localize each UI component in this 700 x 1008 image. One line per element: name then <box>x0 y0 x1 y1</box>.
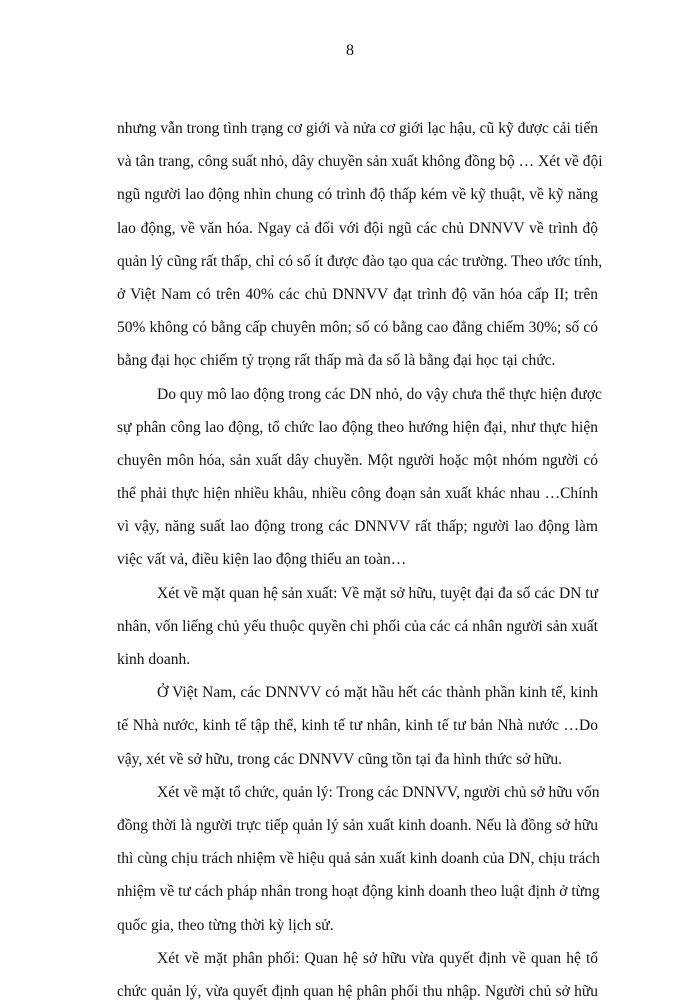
text-line: vậy, xét về sở hữu, trong các DNNVV cũng tồn tại đa hình thức sở hữu. <box>117 750 562 768</box>
text-line: sự phân công lao động, tổ chức lao động theo hướng hiện đại, như thực hiện <box>117 418 598 436</box>
text-line: tế Nhà nước, kinh tế tập thể, kinh tế tư nhân, kinh tế tư bản Nhà nước …Do <box>117 717 598 735</box>
text-line: nhưng vẫn trong tình trạng cơ giới và nửa cơ giới lạc hậu, cũ kỹ được cải tiến <box>117 120 598 137</box>
text-line: thì cùng chịu trách nhiệm về hiệu quả sản xuất kinh doanh của DN, chịu trách <box>117 850 600 868</box>
paragraph <box>117 378 602 577</box>
paragraph <box>117 577 598 677</box>
text-line: bằng đại học chiếm tỷ trọng rất thấp mà đa số là bằng đại học tại chức. <box>117 352 556 370</box>
text-line: chức quản lý, vừa quyết định quan hệ phân phối thu nhập. Người chủ sở hữu <box>117 982 598 1000</box>
paragraph <box>117 112 603 378</box>
text-line: đồng thời là người trực tiếp quản lý sản xuất kinh doanh. Nếu là đồng sở hữu <box>117 816 598 834</box>
text-line: quản lý cũng rất thấp, chỉ có số ít được đào tạo qua các trường. Theo ước tính, <box>117 252 603 270</box>
text-line: Xét về mặt phân phối: Quan hệ sở hữu vừa quyết định về quan hệ tổ <box>157 949 598 967</box>
text-line: nhiệm về tư cách pháp nhân trong hoạt động kinh doanh theo luật định ở từng <box>117 883 600 901</box>
text-line: chuyên môn hóa, sản xuất dây chuyền. Một người hoặc một nhóm người có <box>117 451 598 469</box>
text-line: và tân trang, công suất nhỏ, dây chuyền sản xuất không đồng bộ … Xét về đội <box>117 153 603 171</box>
body-text <box>117 112 603 1008</box>
text-line: ngũ người lao động nhìn chung có trình độ thấp kém về kỹ thuật, về kỹ năng <box>117 186 598 204</box>
paragraph <box>117 942 598 1008</box>
text-line: Xét về mặt quan hệ sản xuất: Về mặt sở hữu, tuyệt đại đa số các DN tư <box>157 584 598 602</box>
paragraph <box>117 776 598 942</box>
text-line: ở Việt Nam có trên 40% các chủ DNNVV đạt trình độ văn hóa cấp II; trên <box>117 285 598 303</box>
text-line: nhân, vốn liếng chủ yếu thuộc quyền chi phối của các cá nhân người sản xuất <box>117 617 598 635</box>
text-line: thể phải thực hiện nhiều khâu, nhiều công đoạn sản xuất khác nhau …Chính <box>117 485 598 503</box>
text-line: Xét về mặt tổ chức, quản lý: Trong các DNNVV, người chủ sở hữu vốn <box>157 783 600 801</box>
text-line: Do quy mô lao động trong các DN nhỏ, do vậy chưa thể thực hiện được <box>157 385 602 403</box>
text-line: quốc gia, theo từng thời kỳ lịch sử. <box>117 916 334 934</box>
paragraph <box>117 676 598 776</box>
text-line: việc vất vả, điều kiện lao động thiếu an toàn… <box>117 551 407 569</box>
text-line: Ở Việt Nam, các DNNVV có mặt hầu hết các thành phần kinh tế, kinh <box>157 684 598 702</box>
text-line: 50% không có bằng cấp chuyên môn; số có bằng cao đẳng chiếm 30%; số có <box>117 319 598 337</box>
page-number: 8 <box>346 42 354 59</box>
text-line: kinh doanh. <box>117 651 191 668</box>
text-line: vì vậy, năng suất lao động trong các DNNVV rất thấp; người lao động làm <box>117 518 598 536</box>
text-line: lao động, về văn hóa. Ngay cả đối với đội ngũ các chủ DNNVV về trình độ <box>117 219 598 237</box>
